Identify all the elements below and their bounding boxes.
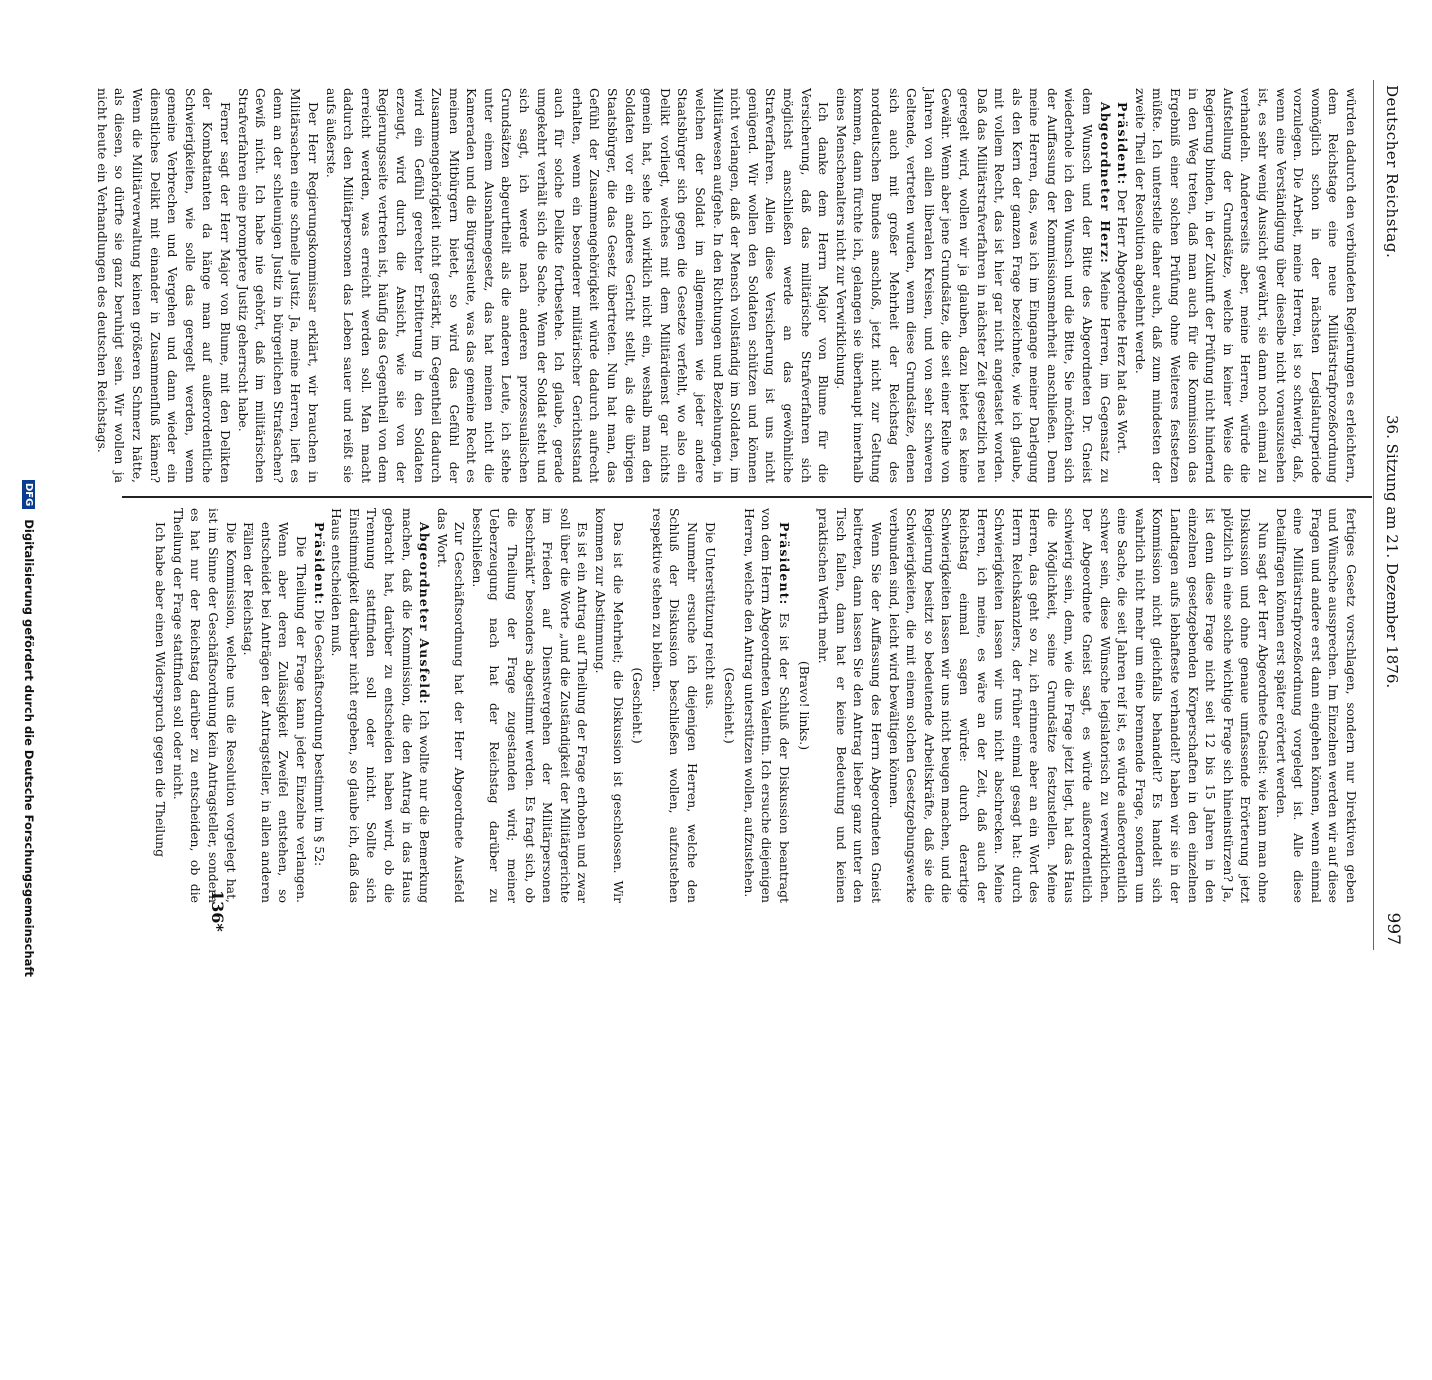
paragraph: würden dadurch den verbündeten Regierungen es erleichtern, dem Reichstage eine neue Militärstrafprozeßordnung womöglich schon in der nächsten Legislaturperiode vorzulegen. Die Arbeit, meine Herren, ist so schwierig, daß, wenn eine Verständigung über dieselbe nicht vorauszusehen ist, es sehr wenig Aussicht gewährt, sie dann noch einmal zu verhandeln. Andererseits aber, meine Herren, würde die Aufstellung der Grundsätze, welche in keiner Weise die Regierung binden, in der Zukunft der Prüfung nicht hindernd in den Weg treten, daß man auch für die Kommission das Ergebniß einer solchen Prüfung ohne Weiteres festsetzen müßte. Ich unterstelle daher auch, daß zum mindesten der zweite Theil der Resolution abgelehnt werde. bbox=[1132, 88, 1359, 483]
header-rule bbox=[1373, 80, 1374, 950]
speech-text: Die Geschäftsordnung bestimmt im § 52: bbox=[311, 609, 327, 867]
page-header bbox=[1373, 85, 1407, 945]
paragraph: Die Unterstützung reicht aus. bbox=[702, 522, 718, 710]
paragraph: Nun sagt der Herr Abgeordnete Gneist: wie kann man ohne Diskussion und ohne genaue umfassende Erörterung jetzt plötzlich in eine solche wichtige Frage sich hineinstürzen? Ja, ist denn diese Frage nicht seit 12 bis 15 Jahren in den einzelnen gesetzgebenden Körperschaften in den einzelnen Landtagen aufs lebhafteste verhandelt? haben wir sie in der Kommission nicht gleichfalls behandelt? Es handelt sich wahrlich nicht mehr um eine brennende Frage, sondern um eine Sache, die seit Jahren reif ist, es würde außerordentlich schwer sein, diese Wünsche legislatorisch zu verwirklichen. Der Abgeordnete Gneist sagt, es würde außerordentlich schwierig sein, denn, wie die Frage jetzt liegt, hat das Haus die Möglichkeit, seine Grundsätze festzustellen. Meine Herren, das geht so zu, ich erinnere aber an ein Wort des Herrn Reichskanzlers, der früher einmal gesagt hat: durch Schwierigkeiten lassen wir uns nicht abschrecken. Meine Herren, ich meine, es wäre an der Zeit, daß auch der Reichstag einmal sagen würde: durch derartige Schwierigkeiten lassen wir uns nicht beugen machen, und die Regierung besitzt so bedeutende Arbeitskräfte, daß sie die Schwierigkeiten, die mit einem solchen Gesetzgebungswerke verbunden sind, leicht wird bewältigen können. bbox=[886, 508, 1272, 903]
header-title: Deutscher Reichstag. bbox=[1383, 85, 1401, 259]
paragraph: Der Herr Regierungskommissar erklärt, wir brauchen in Militärsachen eine schnelle Justiz. Ja, meine Herren, lieft es denn an der schleunigen Justiz in bürgerlichen Strafsachen? Gewiß nicht. Ich habe nie gehört, daß im militärischen Strafverfahren eine promptere Justiz geherrscht habe. bbox=[235, 88, 321, 483]
header-session: 36. Sitzung am 21. Dezember 1876. bbox=[1383, 415, 1401, 689]
right-column bbox=[152, 508, 1360, 903]
left-column bbox=[93, 88, 1360, 483]
sheet-signature: 136* bbox=[208, 890, 227, 932]
paragraph: Die Kommission, welche uns die Resolution vorgelegt hat, ist im Sinne der Geschäftsordnung kein Antragsteller, sondern es hat nur der Reichstag darüber zu entscheiden, ob die Theilung der Frage stattfinden soll oder nicht. bbox=[170, 508, 239, 903]
paragraph: Zur Geschäftsordnung hat der Herr Abgeordnete Ausfeld das Wort. bbox=[434, 508, 468, 903]
speech-text: Meine Herren, im Gegensatz zu dem Wunsch und der Bitte des Abgeordneten Dr. Gneist wiederhole ich den Wunsch und die Bitte, Sie möchten sich der Auffassung der Kommissionsmehrheit anschließen. Denn meine Herren, das, was ich im Eingange meiner Darlegung als den Kern der ganzen Frage bezeichnete, wie ich glaube, mit vollem Recht, das ist hier gar nicht angetastet worden. Daß das Militärstrafverfahren in nächster Zeit gesetzlich neu geregelt wird, wollen wir ja glauben, dazu bietet es keine Gewähr. Wenn aber jene Grundsätze, die seit einer Reihe von Jahren von allen liberalen Kreisen, und von sehr schweren Geltende, vertreten wurden, wenn diese Grundsätze, denen sich auch mit großer Mehrheit der Reichstag des norddeutschen Bundes anschloß, jetzt nicht zur Geltung kommen, dann fürchte ich, gelangen sie überhaupt innerhalb eines Menschenalters nicht zur Verwirklichung. bbox=[833, 88, 1113, 483]
paragraph: Wenn Sie der Auffassung des Herrn Abgeordneten Gneist beitreten, dann lassen Sie den Antrag lieber ganz unter den Tisch fallen, dann hat er keine Bedeutung und keinen praktischen Werth mehr. bbox=[816, 508, 884, 903]
page-number: 997 bbox=[1383, 912, 1403, 945]
speaker-label: Abgeordneter Ausfeld: bbox=[417, 522, 433, 705]
interjection: (Bravo! links.) bbox=[796, 660, 812, 751]
speaker-paragraph bbox=[310, 508, 328, 903]
paragraph: Ich danke dem Herrn Major von Blume für die Versicherung, daß das militärische Strafverfahren sich möglichst anschließen werde an das gewöhnliche Strafverfahren. Allein diese Versicherung ist uns nicht genügend. Wir wollen den Soldaten schützen und können nicht verlangen, daß der Mensch vollständig im Soldaten, im Militärwesen aufgehe. In den Richtungen und Beziehungen, in welchen der Soldat im allgemeinen wie jeder andere Staatsbürger sich gegen die Gesetze verfehlt, wo also ein Delikt vorliegt, welches mit dem Militärdienst gar nichts gemein hat, sehe ich wirklich nicht ein, weshalb man den Soldaten vor ein anderes Gericht stellt, als die übrigen Staatsbürger, die das Gesetz übertreten. Nun hat man, das Gefühl der Zusammengehörigkeit würde dadurch aufrecht erhalten, wenn ein besonderer militärischer Gerichtsstand auch für solche Delikte fortbestehe. Ich glaube, gerade umgekehrt verhält sich die Sache. Wenn der Soldat steht und sich sagt, ich werde nach anderen prozessualischen Grundsätzen abgeurtheilt als die anderen Leute, ich stehe unter einem Ausnahmegesetz, das hat meinen nicht die Kameraden und die Bürgersleute, was das gemeine Recht es meinen Mitbürgern bietet, so wird das Gefühl der Zusammengehörigkeit nicht gestärkt, im Gegentheil dadurch wird ein Gefühl gerechter Erbitterung in den Soldaten erzeugt, wird durch die Ansicht, wie sie von der Regierungsseite vertreten ist, häufig das Gegentheil von dem erreicht werden, was erreicht werden soll. Man macht dadurch den Militärpersonen das Leben sauer und reißt sie aufs äußerste. bbox=[323, 88, 832, 483]
column-divider bbox=[122, 496, 1372, 498]
speech-text: Ich wollte nur die Bemerkung machen, daß die Kommission, die den Antrag in das Haus gebracht hat, darüber zu entscheiden haben wird, ob die Trennung stattfinden soll oder nicht. Sollte sich Einstimmigkeit darüber nicht ergeben, so glaube ich, daß das Haus entscheiden muß. bbox=[329, 508, 433, 903]
speaker-paragraph bbox=[832, 88, 1114, 483]
paragraph: Ich habe aber einen Widerspruch gegen die Theilung bbox=[153, 522, 169, 858]
speaker-label: Präsident: bbox=[311, 522, 327, 606]
paragraph: Ferner sagt der Herr Major von Blume, mit den Delikten der Kombattanten da hänge man auf außerordentliche Schwierigkeiten, wie solle das geregelt werden, wenn gemeine Verbrechen und Vergehen und dann wieder ein dienstliches Delikt mit einander in Zusammenfluß kämen? Wenn die Militärverwaltung keinen größeren Schmerz hätte, als diesen, so dürfte sie ganz beruhigt sein. Wir wollen ja nicht heute ein Verhandlungen des deutschen Reichstags. bbox=[94, 88, 233, 483]
speaker-paragraph bbox=[328, 508, 434, 903]
paragraph: Nunmehr ersuche ich diejenigen Herren, welche den Schluß der Diskussion beschließen wollen, aufzustehen respektive stehen zu bleiben. bbox=[649, 508, 701, 903]
paragraph: Es ist ein Antrag auf Theilung der Frage erhoben und zwar soll über die Worte „und die Zuständigkeit der Militärgerichte im Frieden auf Dienstvergehen der Militärpersonen beschränkt“ besonders abgestimmt werden. Es fragt sich, ob die Theilung der Frage zugestanden wird; meiner Ueberzeugung nach hat der Reichstag darüber zu beschließen. bbox=[469, 508, 591, 903]
paragraph: Das ist die Mehrheit; die Diskussion ist geschlossen. Wir kommen zur Abstimmung. bbox=[593, 508, 626, 903]
interjection: (Geschieht.) bbox=[630, 667, 646, 744]
digitization-credit bbox=[22, 480, 36, 1380]
paragraph: fertiges Gesetz vorschlagen, sondern nur Direktiven geben und Wünsche aussprechen. Im Einzelnen werden wir auf diese Fragen und andere erst dann eingehen können, wenn einmal eine Militärstrafprozeßordnung vorgelegt ist. Alle diese Detailfragen können erst später erörtert werden. bbox=[1273, 508, 1359, 903]
interjection: (Geschieht.) bbox=[722, 667, 738, 744]
speaker-paragraph bbox=[1114, 88, 1132, 483]
quoted-rule: Die Theilung der Frage kann jeder Einzelne verlangen. Wenn aber deren Zulässigkeit Zweifel entstehen, so entscheidet bei Anträgen der Antragsteller, in allen anderen Fällen der Reichstag. bbox=[241, 522, 309, 903]
speaker-paragraph bbox=[740, 508, 793, 903]
speech-text: Es ist der Schluß der Diskussion beantragt von dem Herrn Abgeordneten Valentin. Ich ersuche diejenigen Herren, welche den Antrag unterstützen wollen, aufzustehen. bbox=[741, 508, 792, 903]
speech-text: Der Herr Abgeordnete Herz hat das Wort. bbox=[1115, 189, 1131, 455]
dfg-logo-icon: DFG bbox=[22, 480, 35, 509]
speaker-label: Präsident: bbox=[777, 522, 792, 606]
credit-text: Digitalisierung gefördert durch die Deutsche Forschungsgemeinschaft bbox=[22, 519, 36, 977]
speaker-label: Abgeordneter Herz: bbox=[1097, 102, 1113, 264]
speaker-label: Präsident: bbox=[1115, 102, 1131, 186]
